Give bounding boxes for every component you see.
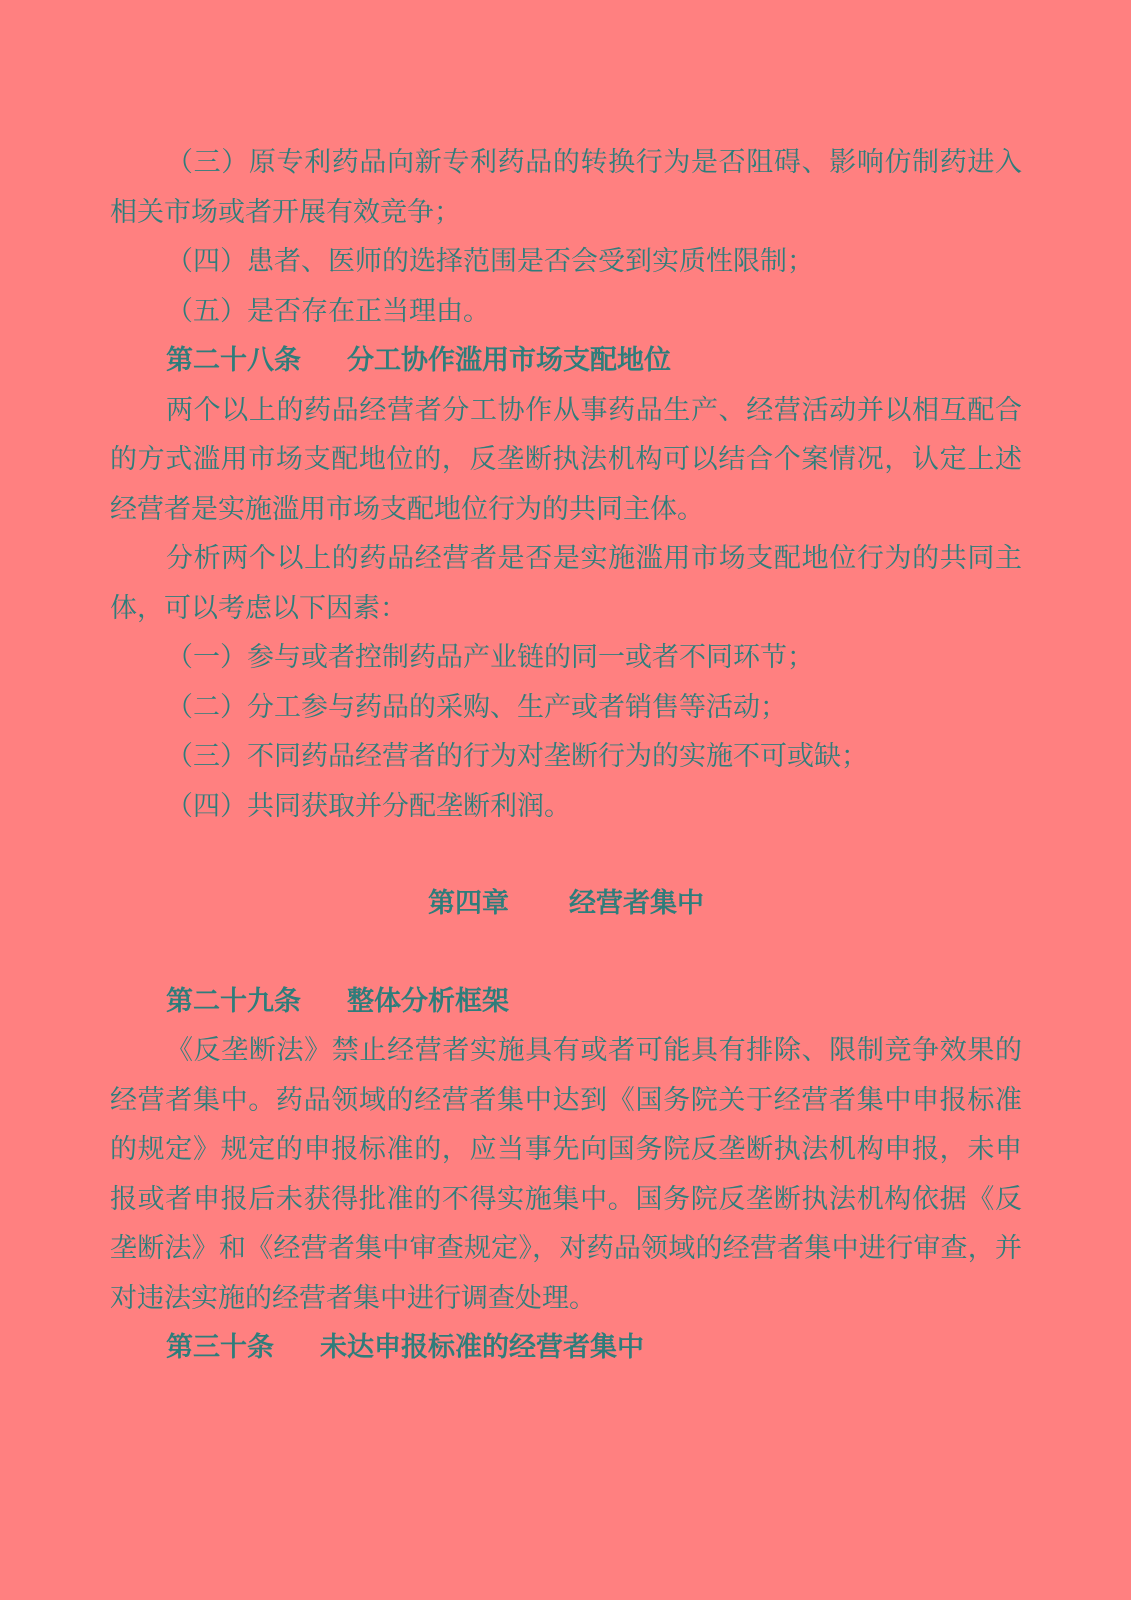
factor-item-4: （四）共同获取并分配垄断利润。 — [166, 790, 571, 822]
article-28-title: 分工协作滥用市场支配地位 — [347, 345, 671, 376]
article-28-heading — [110, 336, 1022, 386]
article-29-title: 整体分析框架 — [347, 985, 509, 1017]
document-page — [110, 138, 1022, 1373]
chapter-heading — [110, 879, 1022, 929]
article-29-paragraph: 《反垄断法》禁止经营者实施具有或者可能具有排除、限制竞争效果的经营者集中。药品领域的经营者集中达到《国务院关于经营者集中申报标准的规定》规定的申报标准的，应当事先向国务院反垄断执法机构申报，未申报或者申报后未获得批准的不得实施集中。国务院反垄断执法机构依据《反垄断法》和《经营者集中审查规定》，对药品领域的经营者集中进行审查，并对违法实施的经营者集中进行调查处理。 — [110, 1035, 1022, 1314]
article-28-paragraph-1: 两个以上的药品经营者分工协作从事药品生产、经营活动并以相互配合的方式滥用市场支配地位的，反垄断执法机构可以结合个案情况，认定上述经营者是实施滥用市场支配地位行为的共同主体。 — [110, 394, 1022, 525]
paragraph-item-3: （三）原专利药品向新专利药品的转换行为是否阻碍、影响仿制药进入相关市场或者开展有效竞争； — [110, 147, 1022, 228]
factor-item-3: （三）不同药品经营者的行为对垄断行为的实施不可或缺； — [166, 741, 868, 772]
chapter-number: 第四章 — [428, 888, 509, 919]
factor-item-2: （二）分工参与药品的采购、生产或者销售等活动； — [166, 691, 787, 723]
paragraph-item-4: （四）患者、医师的选择范围是否会受到实质性限制； — [166, 246, 814, 277]
article-28-paragraph-2: 分析两个以上的药品经营者是否是实施滥用市场支配地位行为的共同主体，可以考虑以下因素： — [110, 543, 1022, 624]
chapter-title: 经营者集中 — [569, 888, 704, 919]
article-29-heading — [110, 977, 1022, 1027]
article-30-number: 第三十条 — [166, 1332, 274, 1363]
factor-item-1: （一）参与或者控制药品产业链的同一或者不同环节； — [166, 642, 814, 673]
article-30-title: 未达申报标准的经营者集中 — [320, 1332, 644, 1363]
article-29-number: 第二十九条 — [166, 985, 301, 1017]
article-30-heading — [110, 1323, 1022, 1373]
article-28-number: 第二十八条 — [166, 345, 301, 376]
paragraph-item-5: （五）是否存在正当理由。 — [166, 295, 490, 327]
